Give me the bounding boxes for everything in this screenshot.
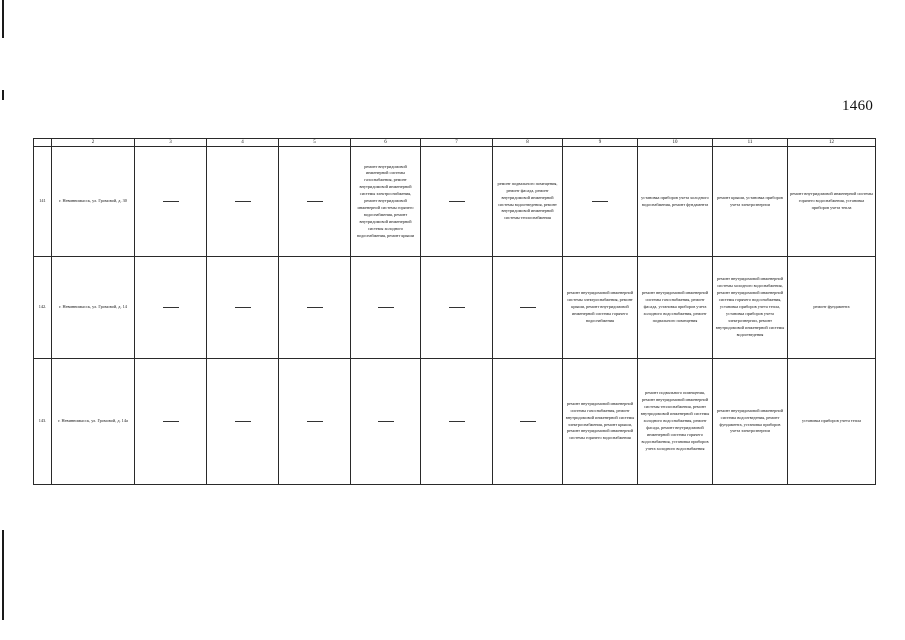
dash-mark (163, 421, 179, 422)
header-cell: 7 (421, 139, 493, 147)
header-cell: 6 (351, 139, 421, 147)
empty-cell (207, 257, 279, 359)
table-row (34, 147, 876, 257)
empty-cell (421, 147, 493, 257)
header-row (34, 139, 876, 147)
empty-cell (135, 147, 207, 257)
work-cell: ремонт внутридомовой инженерной системы горячего водоснабжения, установка приборов учета тепла (788, 147, 876, 257)
header-cell: 4 (207, 139, 279, 147)
dash-mark (592, 201, 608, 202)
header-cell: 11 (713, 139, 788, 147)
work-cell: ремонт внутридомовой инженерной системы водоотведения, ремонт фундамента, установка приборов учета электроэнергии (713, 359, 788, 485)
dash-mark (307, 307, 323, 308)
empty-cell (493, 359, 563, 485)
table-row (34, 359, 876, 485)
table-row (34, 257, 876, 359)
dash-mark (163, 201, 179, 202)
margin-mark-top (2, 0, 4, 38)
empty-cell (351, 359, 421, 485)
works-table (33, 138, 876, 485)
dash-mark (378, 421, 394, 422)
empty-cell (421, 257, 493, 359)
work-cell: ремонт внутридомовой инженерной системы газоснабжения, ремонт фасада, установка приборов учета холодного водоснабжения, ремонт подвального помещения (638, 257, 713, 359)
empty-cell (207, 359, 279, 485)
work-cell: установка приборов учета холодного водоснабжения, ремонт фундамента (638, 147, 713, 257)
work-cell: ремонт подвального помещения, ремонт внутридомовой инженерной системы теплоснабжения, ремонт внутридомовой инженерной системы холодного водоснабжения, ремонт фасада, ремонт внутридомовой инженерной системы горячего водоснабжения, установка приборов учета холодного водоснабжения (638, 359, 713, 485)
empty-cell (563, 147, 638, 257)
row-number: 142. (34, 257, 52, 359)
work-cell: ремонт подвального помещения, ремонт фасада, ремонт внутридомовой инженерной системы водоотведения, ремонт внутридомовой инженерной системы теплоснабжения (493, 147, 563, 257)
empty-cell (279, 147, 351, 257)
header-cell: 12 (788, 139, 876, 147)
header-cell: 3 (135, 139, 207, 147)
dash-mark (449, 307, 465, 308)
address-cell: г. Невинномысск, ул. Громовой, д. 30 (52, 147, 135, 257)
page-number: 1460 (842, 98, 874, 114)
work-cell: ремонт внутридомовой инженерной системы электроснабжения, ремонт крыши, ремонт внутридомовой инженерной системы горячего водоснабжения (563, 257, 638, 359)
work-cell: ремонт внутридомовой инженерной системы газоснабжения, ремонт внутридомовой инженерной системы электроснабжения, ремонт крыши, ремонт внутридомовой инженерной системы горячего водоснабжения (563, 359, 638, 485)
header-cell: 5 (279, 139, 351, 147)
work-cell: ремонт внутридомовой инженерной системы газоснабжения, ремонт внутридомовой инженерной системы электроснабжения, ремонт внутридомовой инженерной системы горячего водоснабжения, ремонт внутридомовой инженерной системы холодного водоснабжения, ремонт крыши (351, 147, 421, 257)
empty-cell (207, 147, 279, 257)
header-cell: 9 (563, 139, 638, 147)
row-number: 143. (34, 359, 52, 485)
empty-cell (279, 257, 351, 359)
header-cell: 10 (638, 139, 713, 147)
dash-mark (163, 307, 179, 308)
empty-cell (421, 359, 493, 485)
dash-mark (235, 201, 251, 202)
work-cell: ремонт фундамента (788, 257, 876, 359)
work-cell: ремонт внутридомовой инженерной системы холодного водоснабжения, ремонт внутридомовой инженерной системы горячего водоснабжения, установка приборов учета тепла, установка приборов учета электроэнергии, ремонт внутридомовой инженерной системы водоотведения (713, 257, 788, 359)
dash-mark (235, 421, 251, 422)
empty-cell (279, 359, 351, 485)
address-cell: г. Невинномысск, ул. Громовой, д. 14а (52, 359, 135, 485)
empty-cell (135, 359, 207, 485)
work-cell: установка приборов учета тепла (788, 359, 876, 485)
margin-mark-upper (2, 90, 4, 100)
address-cell: г. Невинномысск, ул. Громовой, д. 14 (52, 257, 135, 359)
dash-mark (449, 201, 465, 202)
empty-cell (493, 257, 563, 359)
dash-mark (307, 421, 323, 422)
dash-mark (520, 307, 536, 308)
margin-mark-bottom (2, 530, 4, 620)
dash-mark (449, 421, 465, 422)
header-cell (34, 139, 52, 147)
dash-mark (520, 421, 536, 422)
empty-cell (351, 257, 421, 359)
header-cell: 2 (52, 139, 135, 147)
dash-mark (307, 201, 323, 202)
empty-cell (135, 257, 207, 359)
dash-mark (235, 307, 251, 308)
header-cell: 8 (493, 139, 563, 147)
work-cell: ремонт крыши, установка приборов учета электроэнергии (713, 147, 788, 257)
row-number: 141 (34, 147, 52, 257)
dash-mark (378, 307, 394, 308)
